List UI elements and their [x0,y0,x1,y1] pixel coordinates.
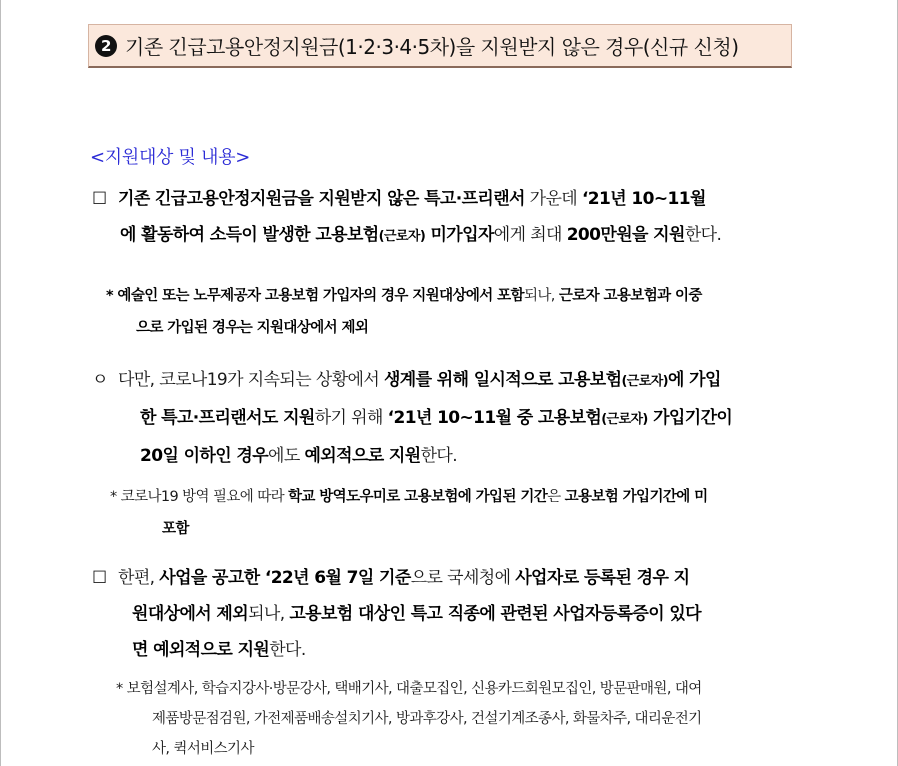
emphasis-text: (근로자) [601,412,648,427]
emphasis-text: 20일 이하인 경우 [140,446,269,466]
emphasis-text: 200만원을 지원 [566,225,685,245]
emphasis-text: 학교 방역도우미로 고용보험에 가입된 기간 [288,489,548,505]
body-text: 되나, [523,288,559,304]
emphasis-text: 원대상에서 제외 [132,604,249,624]
circle-bullet-icon: ㅇ [92,370,108,390]
paragraph-line [92,560,701,596]
emphasis-text: 고용보험 대상인 특고 직종에 관련된 사업자등록증이 있다 [289,604,701,624]
emphasis-text: 생계를 위해 일시적으로 고용보험 [383,370,622,390]
body-text: 으로 국세청에 [410,568,516,588]
paragraph-line [92,181,721,217]
checkbox-bullet-icon: ☐ [92,189,107,209]
paragraph-line [92,438,732,474]
emphasis-text: ‘21년 10~11월 중 고용보험 [387,408,602,428]
emphasis-text: 면 예외적으로 지원 [132,640,270,660]
body-text: 되나, [248,604,290,624]
body-text: 한편, [118,568,160,588]
footnote-school-helper [110,481,708,545]
paragraph-business-exclusion [92,560,701,668]
emphasis-text: 미가입자 [425,225,494,245]
paragraph-line [92,362,732,400]
paragraph-line [92,596,701,632]
body-text: 한다. [269,640,306,660]
footnote-line: 제품방문점검원, 가전제품배송설치기사, 방과후강사, 건설기계조종사, 화물차주, 대리운전기 [152,711,702,727]
footnote-line: * 보험설계사, 학습지강사·방문강사, 택배기사, 대출모집인, 신용카드회원모집인, 방문판매원, 대여 [116,681,702,697]
footnote-occupation-list [116,674,702,764]
emphasis-text: 고용보험 가입기간에 미 [564,489,708,505]
paragraph-line [92,400,732,438]
emphasis-text: 기존 긴급고용안정지원금을 지원받지 않은 특고·프리랜서 [118,189,525,209]
footnote-line [110,481,708,513]
subsection-title: <지원대상 및 내용> [90,147,251,168]
emphasis-text: (근로자) [378,229,426,244]
footnote-line [106,312,702,344]
emphasis-text: 가입기간이 [647,408,733,428]
body-text: 한다. [684,225,722,245]
footnote-artist-exception [106,280,702,344]
emphasis-text: 에 가입 [668,370,721,390]
body-text: 하기 위해 [314,408,388,428]
section-heading-box [88,24,792,68]
body-text: 다만, 코로나19가 지속되는 상황에서 [118,370,384,390]
emphasis-text: 사업을 공고한 ‘22년 6월 7일 기준 [159,568,411,588]
paragraph-support-target [92,181,721,255]
paragraph-temporary-insured [92,362,732,474]
paragraph-line [92,217,721,255]
emphasis-text: 에 활동하여 소득이 발생한 고용보험 [120,225,379,245]
body-text: 가운데 [524,189,582,209]
body-text: 에도 [268,446,305,466]
body-text: * 코로나19 방역 필요에 따라 [110,489,289,505]
body-text: 한다. [420,446,458,466]
body-text: 에게 최대 [493,225,567,245]
circled-number-icon: 2 [95,35,117,57]
checkbox-bullet-icon: ☐ [92,568,107,588]
section-heading-text: 기존 긴급고용안정지원금(1·2·3·4·5차)을 지원받지 않은 경우(신규 신청) [125,35,739,59]
emphasis-text: 예외적으로 지원 [304,446,421,466]
emphasis-text: * 예술인 또는 노무제공자 고용보험 가입자의 경우 지원대상에서 포함 [106,288,524,304]
emphasis-text: 한 특고·프리랜서도 지원 [140,408,315,428]
body-text: 은 [547,489,565,505]
emphasis-text: ‘21년 10~11월 [581,189,706,209]
footnote-line [110,513,708,545]
emphasis-text: 포함 [162,521,189,537]
emphasis-text: 사업자로 등록된 경우 지 [515,568,690,588]
emphasis-text: 으로 가입된 경우는 지원대상에서 제외 [136,320,369,336]
emphasis-text: 근로자 고용보험과 이중 [558,288,702,304]
footnote-line: 사, 퀵서비스기사 [152,741,254,757]
footnote-line [106,280,702,312]
paragraph-line [92,632,701,668]
emphasis-text: (근로자) [621,374,668,389]
